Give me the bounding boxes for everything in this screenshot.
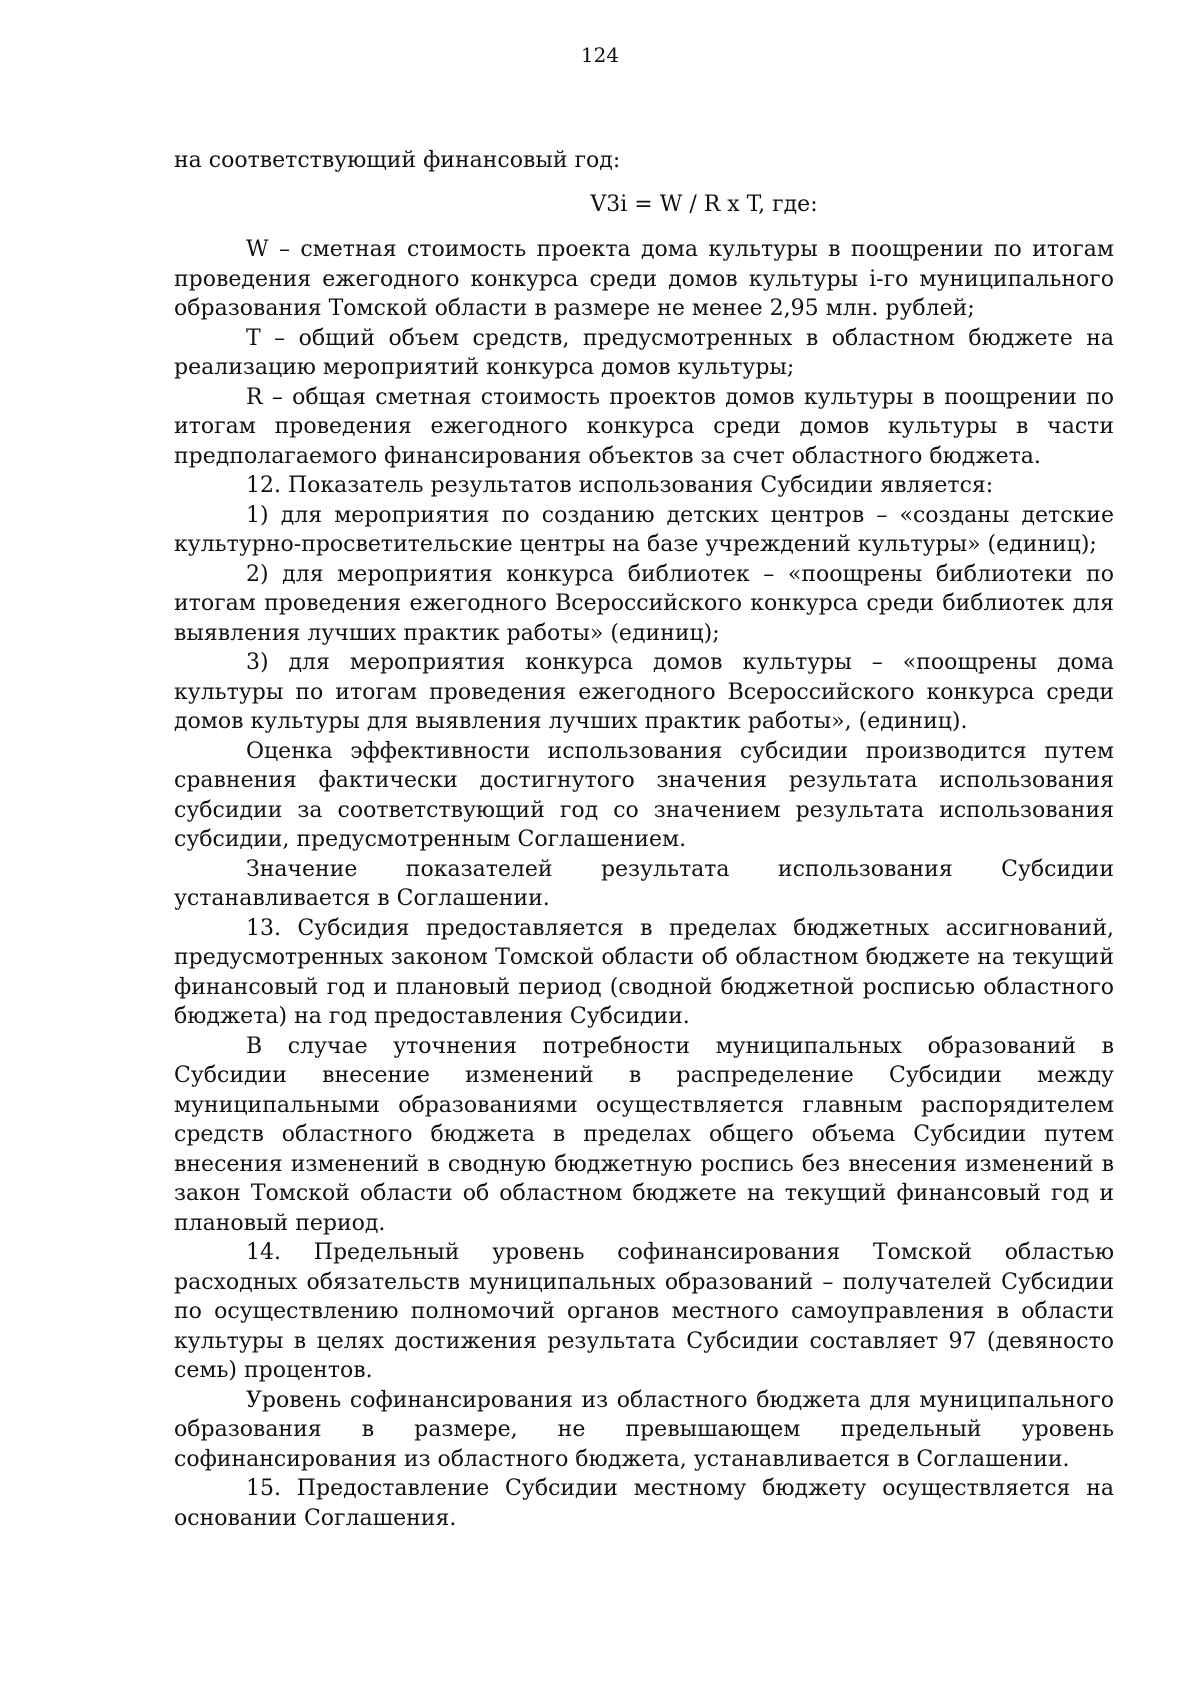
paragraph-indicator-value: Значение показателей результата использования Субсидии устанавливается в Соглашении.: [174, 856, 1114, 911]
paragraph-12-item-1: 1) для мероприятия по созданию детских центров – «созданы детские культурно-просветительские центры на базе учреждений культуры» (единиц);: [174, 502, 1114, 557]
paragraph-12-item-3: 3) для мероприятия конкурса домов культуры – «поощрены дома культуры по итогам проведения ежегодного Всероссийского конкурса среди домов культуры для выявления лучших практик работы», (единиц).: [174, 650, 1114, 734]
paragraph-12: 12. Показатель результатов использования Субсидии является:: [246, 473, 994, 498]
paragraph-13-changes: В случае уточнения потребности муниципальных образований в Субсидии внесение изменений в распределение Субсидии между муниципальными образованиями осуществляется главным распорядителем средств областного бюджета в пределах общего объема Субсидии путем внесения изменений в сводную бюджетную роспись без внесения изменений в закон Томской области об областном бюджете на текущий финансовый год и плановый период.: [174, 1033, 1114, 1236]
paragraph-15: 15. Предоставление Субсидии местному бюджету осуществляется на основании Соглашения.: [174, 1476, 1114, 1531]
paragraph-t-definition: T – общий объем средств, предусмотренных в областном бюджете на реализацию мероприятий конкурса домов культуры;: [174, 325, 1114, 380]
paragraph-13: 13. Субсидия предоставляется в пределах бюджетных ассигнований, предусмотренных законом Томской области об областном бюджете на текущий финансовый год и плановый период (сводной бюджетной росписью областного бюджета) на год предоставления Субсидии.: [174, 915, 1114, 1029]
paragraph-14-cofinancing: Уровень софинансирования из областного бюджета для муниципального образования в размере, не превышающем предельный уровень софинансирования из областного бюджета, устанавливается в Соглашении.: [174, 1387, 1114, 1472]
paragraph-evaluation: Оценка эффективности использования субсидии производится путем сравнения фактически достигнутого значения результата использования субсидии за соответствующий год со значением результата использования субсидии, предусмотренным Соглашением.: [174, 738, 1114, 852]
formula: V3i = W / R x T, где:: [590, 191, 818, 217]
page-number: 124: [580, 43, 620, 67]
paragraph-r-definition: R – общая сметная стоимость проектов домов культуры в поощрении по итогам проведения ежегодного конкурса среди домов культуры в части предполагаемого финансирования объектов за счет областного бюджета.: [174, 384, 1114, 469]
paragraph-12-item-2: 2) для мероприятия конкурса библиотек – «поощрены библиотеки по итогам проведения ежегодного Всероссийского конкурса среди библиотек для выявления лучших практик работы» (единиц);: [174, 561, 1114, 646]
paragraph-w-definition: W – сметная стоимость проекта дома культуры в поощрении по итогам проведения ежегодного конкурса среди домов культуры i-го муниципального образования Томской области в размере не менее 2,95 млн. рублей;: [174, 237, 1114, 321]
paragraph-intro: на соответствующий финансовый год:: [174, 148, 621, 173]
document-body: [174, 146, 1114, 1533]
paragraph-14: 14. Предельный уровень софинансирования Томской областью расходных обязательств муниципальных образований – получателей Субсидии по осуществлению полномочий органов местного самоуправления в области культуры в целях достижения результата Субсидии составляет 97 (девяносто семь) процентов.: [174, 1240, 1114, 1383]
